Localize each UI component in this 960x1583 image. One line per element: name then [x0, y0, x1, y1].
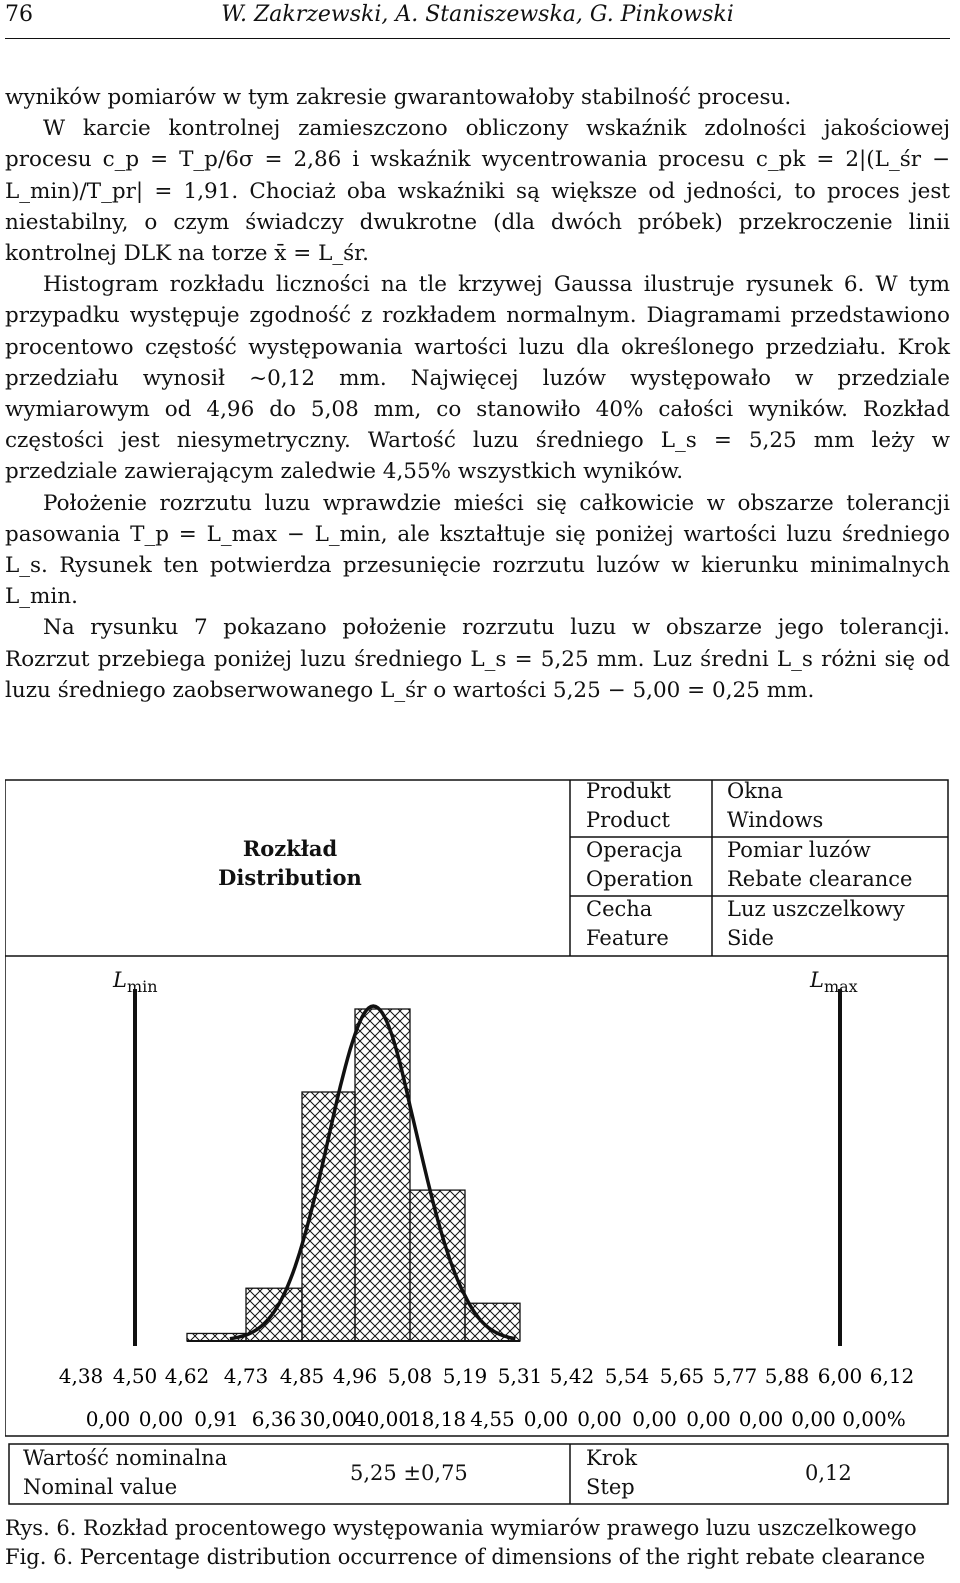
figure-6 [5, 776, 950, 1511]
lmin-label: $L_{min}$ [113, 968, 158, 997]
x-tick-label: 4,96 [332, 1364, 378, 1388]
info-key: Operacja [586, 838, 683, 862]
distribution-title [205, 834, 375, 892]
info-key: Cecha [586, 897, 653, 921]
x-tick-label: 5,88 [764, 1364, 810, 1388]
x-tick-label: 5,19 [442, 1364, 488, 1388]
lmax-label: $L_{max}$ [810, 968, 858, 997]
paragraph: wyników pomiarów w tym zakresie gwarantowałoby stabilność procesu. [5, 85, 792, 110]
body-text [5, 82, 950, 706]
x-tick-label: 4,50 [112, 1364, 158, 1388]
info-cell-product [586, 777, 671, 835]
paragraph: Na rysunku 7 pokazano położenie rozrzutu luzu w obszarze jego tolerancji. Rozrzut przebiega poniżej luzu średniego L_s = 5,25 mm. Luz średni L_s różni się od luzu średniego zaobserwowanego L_śr o wartości 5,25 − 5,00 = 0,25 mm. [5, 615, 950, 703]
caption-pl: Rys. 6. Rozkład procentowego występowania wymiarów prawego luzu uszczelkowego [5, 1516, 917, 1540]
percent-label: 4,55 [470, 1407, 515, 1431]
info-cell-operation [586, 836, 693, 894]
x-tick-label: 6,12 [869, 1364, 915, 1388]
title-pl: Rozkład [242, 836, 338, 861]
info-value: Rebate clearance [727, 867, 913, 891]
x-tick-label: 5,08 [387, 1364, 433, 1388]
x-tick-label: 5,77 [712, 1364, 758, 1388]
x-tick-label: 4,62 [164, 1364, 210, 1388]
paragraph: Położenie rozrzutu luzu wprawdzie mieści się całkowicie w obszarze tolerancji pasowania T_p = L_max − L_min, ale kształtuje się poniżej wartości luzu średniego L_s. Rysunek ten potwierdza przesunięcie rozrzutu luzów w kierunku minimalnych L_min. [5, 490, 950, 610]
step-label: Krok Step [586, 1446, 638, 1499]
info-cell-feature [586, 895, 669, 953]
title-en: Distribution [218, 865, 362, 890]
info-value: Side [727, 926, 774, 950]
info-key: Produkt [586, 779, 671, 803]
percent-label: 0,00% [842, 1407, 906, 1431]
info-key: Operation [586, 867, 693, 891]
running-authors: W. Zakrzewski, A. Staniszewska, G. Pinkowski [221, 2, 734, 27]
percent-label: 30,00 [299, 1407, 358, 1431]
percent-label: 40,00 [353, 1407, 412, 1431]
percent-label: 0,00 [138, 1407, 184, 1431]
info-value: Windows [727, 808, 824, 832]
info-value: Pomiar luzów [727, 838, 871, 862]
info-cell-clearance [727, 836, 912, 894]
x-tick-label: 5,31 [497, 1364, 543, 1388]
nominal-value: 5,25 ±0,75 [350, 1461, 468, 1485]
info-key: Feature [586, 926, 669, 950]
figure-caption [5, 1514, 925, 1572]
info-value: Okna [727, 779, 783, 803]
x-tick-label: 5,42 [549, 1364, 595, 1388]
percent-label: 0,00 [523, 1407, 569, 1431]
caption-en: Fig. 6. Percentage distribution occurrence of dimensions of the right rebate clearance [5, 1545, 926, 1569]
step-value: 0,12 [805, 1461, 852, 1485]
percent-label: 0,00 [577, 1407, 622, 1431]
x-tick-label: 4,85 [279, 1364, 325, 1388]
paragraph: Histogram rozkładu liczności na tle krzywej Gaussa ilustruje rysunek 6. W tym przypadku występuje zgodność z rozkładem normalnym. Diagramami przedstawiono procentowo częstość występowania wartości luzu dla określonego przedziału. Krok przedziału wynosił ~0,12 mm. Najwięcej luzów występowało w przedziale wymiarowym od 4,96 do 5,08 mm, co stanowiło 40% całości wyników. Rozkład częstości jest niesymetryczny. Wartość luzu średniego L_s = 5,25 mm leży w przedziale zawierającym zaledwie 4,55% wszystkich wyników. [5, 272, 950, 485]
x-tick-label: 4,73 [223, 1364, 269, 1388]
histogram-bar [355, 1009, 410, 1341]
x-tick-label: 4,38 [58, 1364, 104, 1388]
x-tick-label: 5,54 [604, 1364, 650, 1388]
nominal-label: Wartość nominalna Nominal value [23, 1446, 228, 1499]
paragraph: W karcie kontrolnej zamieszczono obliczony wskaźnik zdolności jakościowej procesu c_p = T_p/6σ = 2,86 i wskaźnik wycentrowania procesu c_pk = 2|(L_śr − L_min)/T_pr| = 1,91. Chociaż oba wskaźniki są większe od jedności, to proces jest niestabilny, o czym świadczy dwukrotne (dla dwóch próbek) przekroczenie linii kontrolnej DLK na torze x̄ = L_śr. [5, 116, 950, 267]
info-key: Product [586, 808, 670, 832]
running-header [5, 0, 950, 39]
info-cell-side [727, 895, 905, 953]
info-cell-windows [727, 777, 823, 835]
percent-label: 0,00 [791, 1407, 836, 1431]
percent-label: 0,00 [632, 1407, 677, 1431]
percent-label: 0,00 [738, 1407, 784, 1431]
info-value: Luz uszczelkowy [727, 897, 905, 921]
percent-label: 0,00 [85, 1407, 131, 1431]
x-tick-label: 6,00 [817, 1364, 863, 1388]
x-tick-label: 5,65 [659, 1364, 705, 1388]
percent-label: 18,18 [408, 1407, 467, 1431]
percent-label: 6,36 [251, 1407, 297, 1431]
percent-label: 0,00 [686, 1407, 731, 1431]
percent-label: 0,91 [194, 1407, 239, 1431]
page-number: 76 [5, 2, 33, 27]
